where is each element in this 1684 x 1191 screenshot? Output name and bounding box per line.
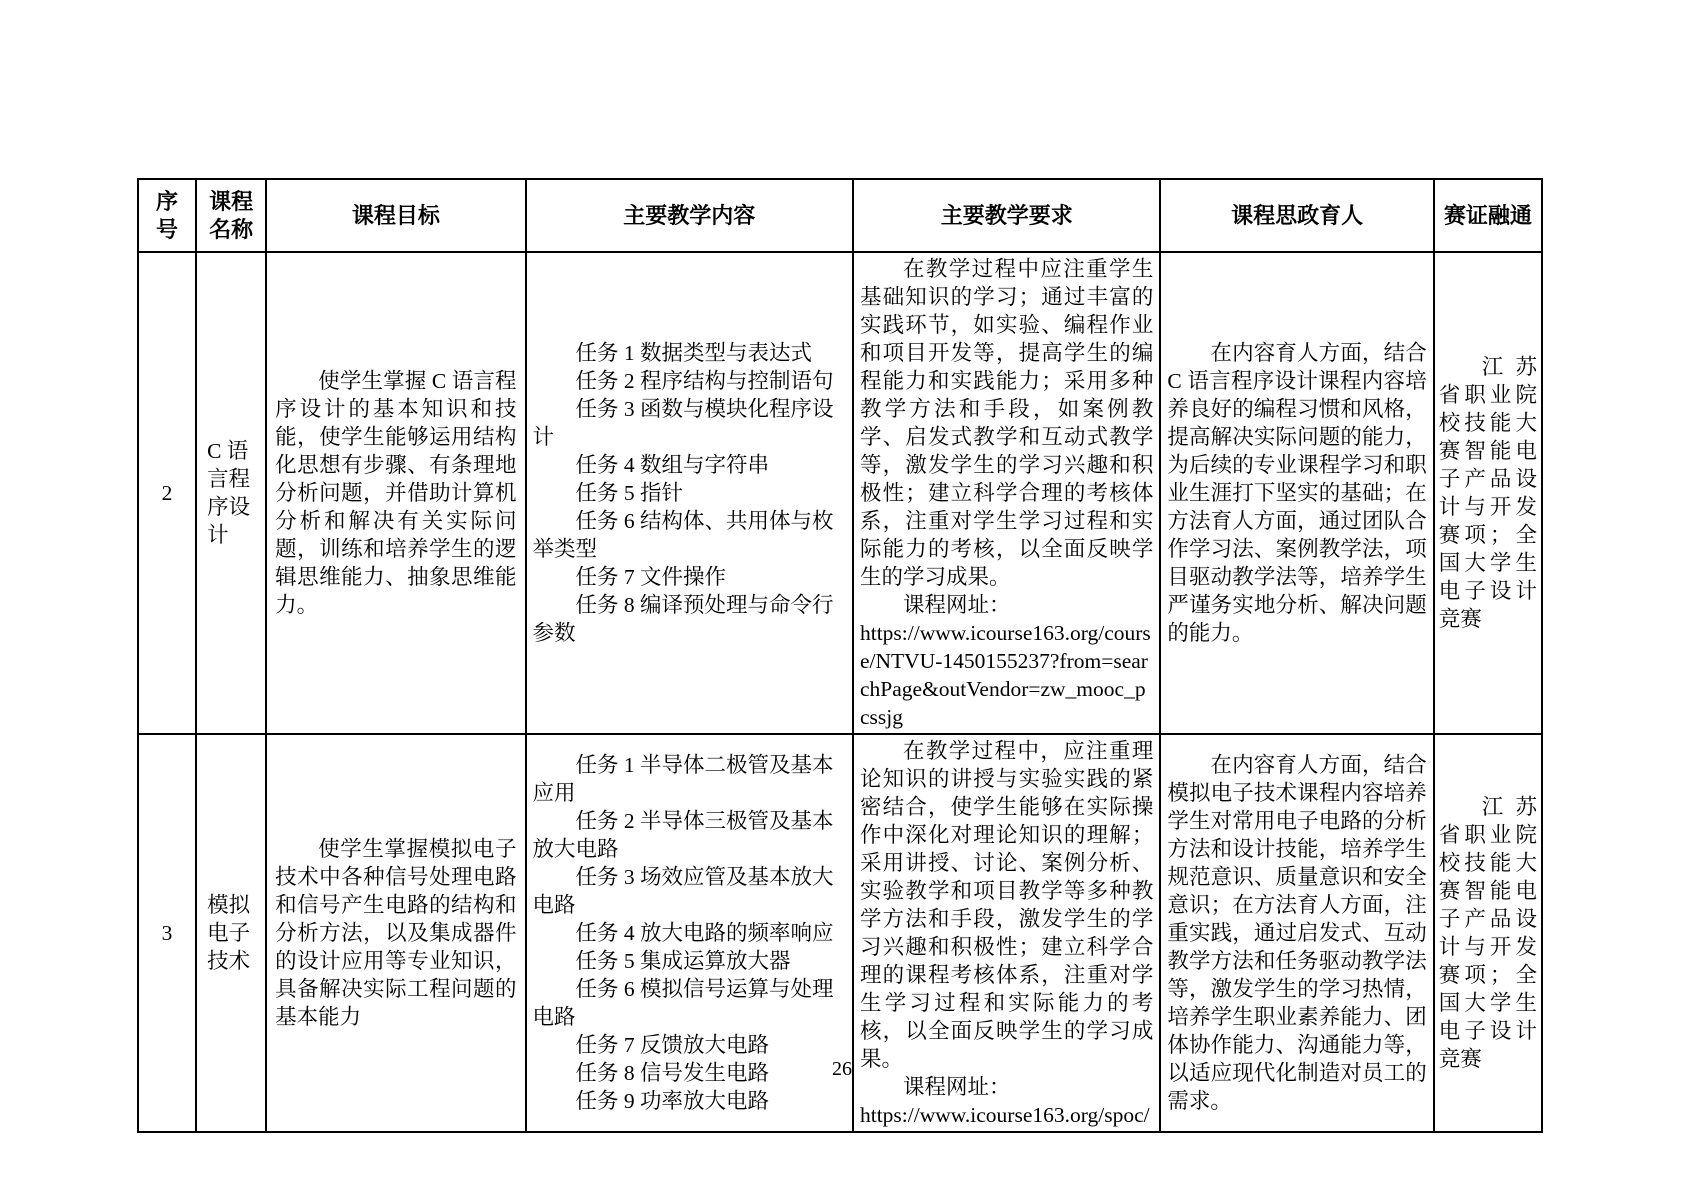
header-serial-number: 序号	[138, 179, 196, 252]
competition-paragraph: 江苏省职业院校技能大赛智能电子产品设计与开发赛项；全国大学生电子设计竞赛	[1438, 355, 1537, 631]
cell-competition-certificate	[1434, 252, 1542, 734]
header-ideological-education: 课程思政育人	[1160, 179, 1433, 252]
header-teaching-requirements: 主要教学要求	[853, 179, 1160, 252]
task-item: 任务 2 程序结构与控制语句	[575, 369, 834, 393]
course-url: https://www.icourse163.org/course/NTVU-1450155237?from=searchPage&outVendor=zw_mooc_pcssjg	[859, 621, 1151, 729]
task-item: 任务 1 半导体二极管及基本应用	[532, 753, 834, 805]
cell-teaching-requirements	[853, 252, 1160, 734]
page-number: 26	[832, 1058, 852, 1080]
course-url-label: 课程网址：	[902, 1075, 1011, 1099]
cell-course-name: C 语言程序设计	[196, 252, 266, 734]
cell-teaching-content	[526, 252, 853, 734]
objective-paragraph: 使学生掌握 C 语言程序设计的基本知识和技能，使学生能够运用结构化思想有步骤、有条理地分析问题，并借助计算机分析和解决有关实际问题，训练和培养学生的逻辑思维能力、抽象思维能力。	[275, 369, 517, 617]
cell-serial-number: 3	[138, 734, 196, 1132]
task-item: 任务 5 集成运算放大器	[575, 949, 791, 973]
cell-course-name: 模拟电子技术	[196, 734, 266, 1132]
cell-course-objectives	[266, 252, 525, 734]
header-teaching-content: 主要教学内容	[526, 179, 853, 252]
header-course-objectives: 课程目标	[266, 179, 525, 252]
task-item: 任务 6 模拟信号运算与处理电路	[532, 977, 834, 1029]
task-item: 任务 4 数组与字符串	[575, 453, 770, 477]
header-competition-certificate: 赛证融通	[1434, 179, 1542, 252]
task-item: 任务 4 放大电路的频率响应	[575, 921, 834, 945]
ideology-paragraph: 在内容育人方面，结合模拟电子技术课程内容培养学生对常用电子电路的分析方法和设计技能，培养学生规范意识、质量意识和安全意识；在方法育人方面，注重实践，通过启发式、互动教学方法和任务驱动教学法等，激发学生的学习热情，培养学生职业素养能力、团体协作能力、沟通能力等，以适应现代化制造对员工的需求。	[1167, 753, 1427, 1113]
task-item: 任务 3 函数与模块化程序设计	[532, 397, 834, 449]
cell-ideological-education	[1160, 252, 1433, 734]
course-url-label: 课程网址：	[902, 593, 1011, 617]
cell-serial-number: 2	[138, 252, 196, 734]
header-row	[138, 179, 1542, 252]
table-row	[138, 252, 1542, 734]
task-item: 任务 9 功率放大电路	[575, 1089, 770, 1113]
requirements-paragraph: 在教学过程中应注重学生基础知识的学习；通过丰富的实践环节，如实验、编程作业和项目开发等，提高学生的编程能力和实践能力；采用多种教学方法和手段，如案例教学、启发式教学和互动式教学等，激发学生的学习兴趣和积极性；建立科学合理的考核体系，注重对学生学习过程和实际能力的考核，以全面反映学生的学习成果。	[859, 257, 1154, 589]
course-url: https://www.icourse163.org/spoc/	[859, 1103, 1150, 1127]
task-item: 任务 7 反馈放大电路	[575, 1033, 770, 1057]
task-item: 任务 5 指针	[575, 481, 684, 505]
header-course-name: 课程名称	[196, 179, 266, 252]
task-item: 任务 2 半导体三极管及基本放大电路	[532, 809, 834, 861]
task-item: 任务 3 场效应管及基本放大电路	[532, 865, 834, 917]
task-item: 任务 8 编译预处理与命令行参数	[532, 593, 834, 645]
curriculum-table	[137, 178, 1543, 1133]
objective-paragraph: 使学生掌握模拟电子技术中各种信号处理电路和信号产生电路的结构和分析方法，以及集成器件的设计应用等专业知识，具备解决实际工程问题的基本能力	[275, 837, 517, 1029]
task-item: 任务 1 数据类型与表达式	[575, 341, 813, 365]
requirements-paragraph: 在教学过程中，应注重理论知识的讲授与实验实践的紧密结合，使学生能够在实际操作中深化对理论知识的理解；采用讲授、讨论、案例分析、实验教学和项目教学等多种教学方法和手段，激发学生的学习兴趣和积极性；建立科学合理的课程考核体系，注重对学生学习过程和实际能力的考核，以全面反映学生的学习成果。	[859, 739, 1154, 1071]
task-item: 任务 6 结构体、共用体与枚举类型	[532, 509, 834, 561]
ideology-paragraph: 在内容育人方面，结合C 语言程序设计课程内容培养良好的编程习惯和风格，提高解决实际问题的能力，为后续的专业课程学习和职业生涯打下坚实的基础；在方法育人方面，通过团队合作学习法、案例教学法，项目驱动教学法等，培养学生严谨务实地分析、解决问题的能力。	[1167, 341, 1427, 645]
task-item: 任务 7 文件操作	[575, 565, 727, 589]
competition-paragraph: 江苏省职业院校技能大赛智能电子产品设计与开发赛项；全国大学生电子设计竞赛	[1438, 795, 1537, 1071]
task-item: 任务 8 信号发生电路	[575, 1061, 770, 1085]
